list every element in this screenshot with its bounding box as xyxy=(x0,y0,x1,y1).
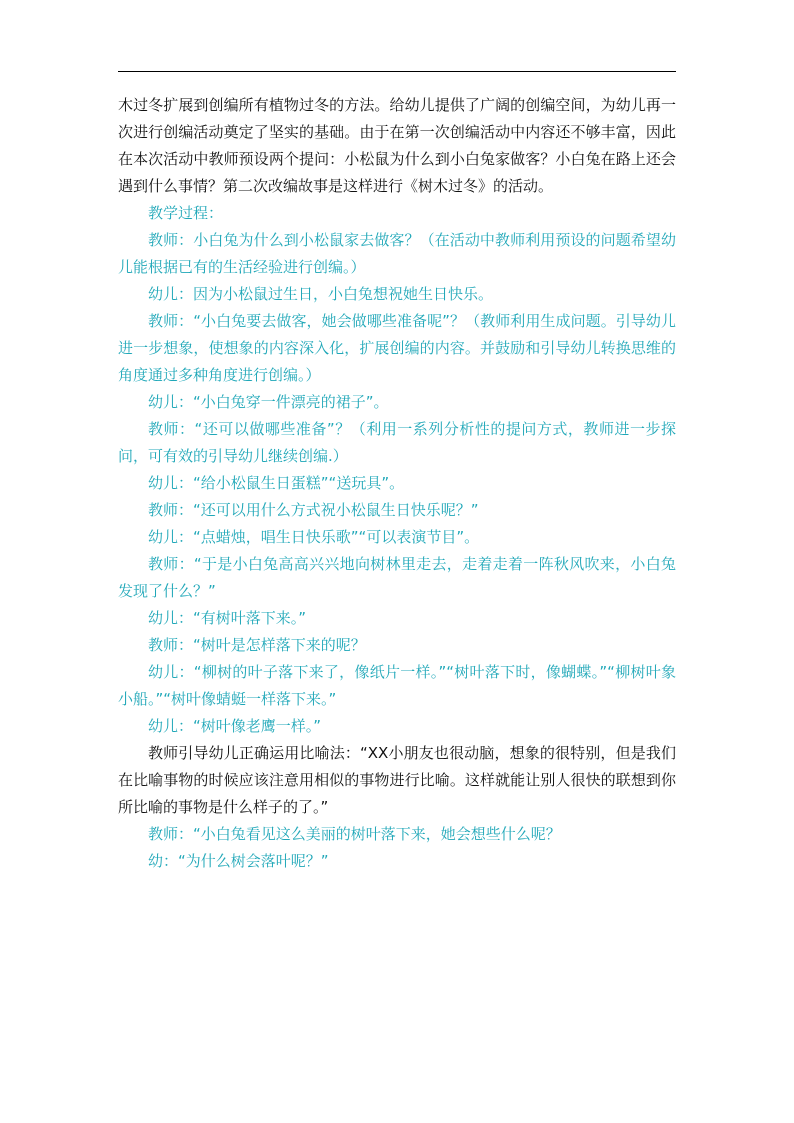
paragraph-teacher-question-5: 教师：“于是小白兔高高兴兴地向树林里走去，走着走着一阵秋风吹来，小白兔发现了什么？” xyxy=(118,555,676,600)
paragraph-teacher-question-6: 教师：“树叶是怎样落下来的呢？ xyxy=(148,636,366,654)
paragraph-intro: 木过冬扩展到创编所有植物过冬的方法。给幼儿提供了广阔的创编空间，为幼儿再一次进行创编活动奠定了坚实的基础。由于在第一次创编活动中内容还不够丰富，因此在本次活动中教师预设两个提问：小松鼠为什么到小白兔家做客？小白兔在路上还会遇到什么事情？第二次改编故事是这样进行《树木过冬》的活动。 xyxy=(118,96,676,195)
paragraph-teacher-question-3: 教师：“还可以做哪些准备”？（利用一系列分析性的提问方式，教师进一步探问，可有效的引导幼儿继续创编.） xyxy=(118,420,676,465)
paragraph-child-answer-6: 幼儿：“柳树的叶子落下来了，像纸片一样。”“树叶落下时，像蝴蝶。”“柳树叶象小船。”“树叶像蜻蜓一样落下来。” xyxy=(118,663,676,708)
paragraph-child-answer-7: 幼儿：“树叶像老鹰一样。” xyxy=(148,717,322,735)
header-rule xyxy=(118,71,676,72)
paragraph-child-answer-8: 幼：“为什么树会落叶呢？” xyxy=(148,852,329,870)
paragraph-teaching-process-heading: 教学过程： xyxy=(148,204,224,222)
paragraph-teacher-question-7: 教师：“小白兔看见这么美丽的树叶落下来，她会想些什么呢？ xyxy=(148,825,561,843)
paragraph-child-answer-3: 幼儿：“给小松鼠生日蛋糕”“送玩具”。 xyxy=(148,474,405,492)
paragraph-child-answer-4: 幼儿：“点蜡烛，唱生日快乐歌”“可以表演节目”。 xyxy=(148,528,480,546)
paragraph-teacher-question-4: 教师：“还可以用什么方式祝小松鼠生日快乐呢？” xyxy=(148,501,479,519)
paragraph-child-answer-1: 幼儿：因为小松鼠过生日，小白兔想祝她生日快乐。 xyxy=(148,285,494,303)
paragraph-teacher-question-2: 教师：“小白兔要去做客，她会做哪些准备呢”？（教师利用生成问题。引导幼儿进一步想象，使想象的内容深入化，扩展创编的内容。并鼓励和引导幼儿转换思维的角度通过多种角度进行创编。） xyxy=(118,312,676,384)
paragraph-teacher-question-1: 教师：小白兔为什么到小松鼠家去做客？（在活动中教师利用预设的问题希望幼儿能根据已有的生活经验进行创编。） xyxy=(118,231,676,276)
paragraph-child-answer-5: 幼儿：“有树叶落下来。” xyxy=(148,609,307,627)
document-body xyxy=(118,92,676,875)
paragraph-teacher-guidance: 教师引导幼儿正确运用比喻法：“XX小朋友也很动脑，想象的很特别，但是我们在比喻事物的时候应该注意用相似的事物进行比喻。这样就能让别人很快的联想到你所比喻的事物是什么样子的了。” xyxy=(118,744,676,816)
paragraph-child-answer-2: 幼儿：“小白兔穿一件漂亮的裙子”。 xyxy=(148,393,389,411)
